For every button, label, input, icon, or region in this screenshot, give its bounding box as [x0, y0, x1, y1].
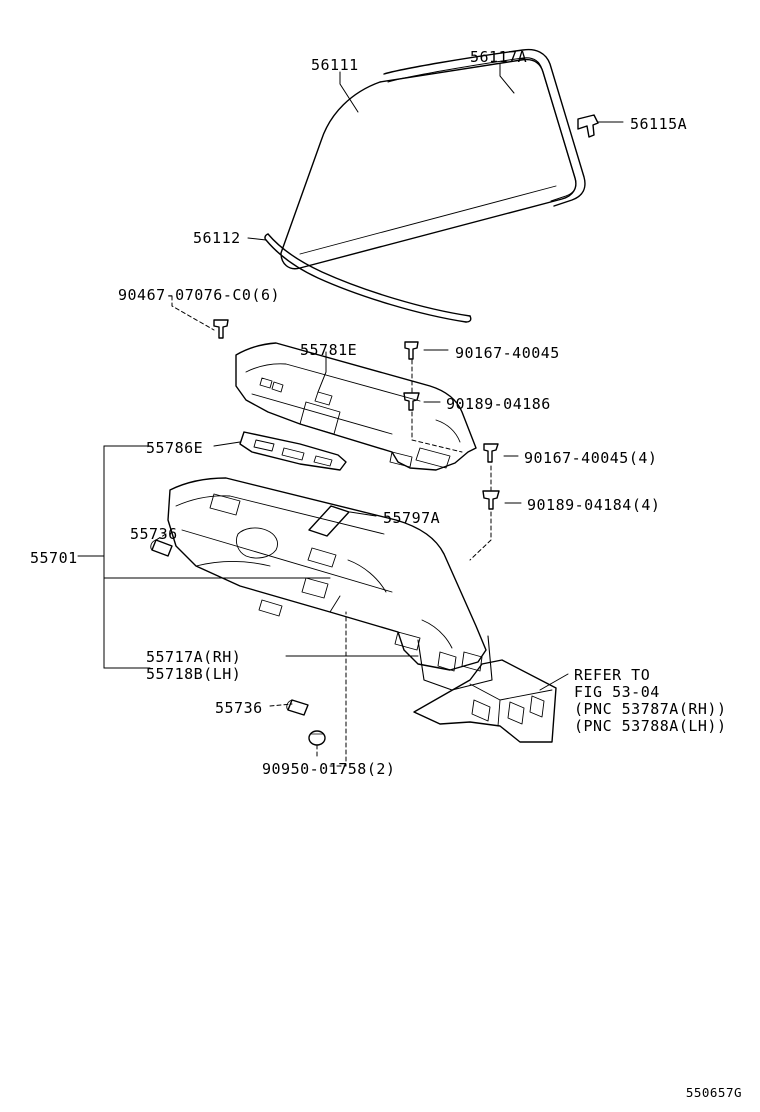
tie-90189-four-down	[470, 512, 491, 560]
label-90167-40045: 90167-40045	[455, 344, 560, 362]
label-90189-04186: 90189-04186	[446, 395, 551, 413]
label-55797A: 55797A	[383, 509, 441, 527]
label-90950-01758-2: 90950-01758(2)	[262, 760, 396, 778]
label-56117A: 56117A	[470, 48, 528, 66]
label-pnc-53788A-lh: (PNC 53788A(LH))	[574, 717, 727, 735]
label-55717A-rh: 55717A(RH)	[146, 648, 242, 666]
label-56111: 56111	[311, 56, 359, 74]
leader-56117A	[500, 64, 514, 93]
leader-55736-lower	[270, 704, 292, 706]
label-55718B-lh: 55718B(LH)	[146, 665, 242, 683]
refer-bracket-shape	[414, 660, 556, 742]
windshield-glass-shape	[281, 60, 576, 269]
cowl-plug-lower-shape	[287, 700, 308, 715]
screw-grommet-90189-four-shape	[483, 491, 499, 509]
label-55736-upper: 55736	[130, 525, 178, 543]
label-56115A: 56115A	[630, 115, 688, 133]
label-55701: 55701	[30, 549, 78, 567]
leader-55786E	[214, 442, 240, 446]
label-56112: 56112	[193, 229, 241, 247]
diagram-footer-code: 550657G	[685, 1085, 742, 1100]
leader-56112	[248, 238, 266, 240]
label-55781E: 55781E	[300, 341, 358, 359]
label-55736-lower: 55736	[215, 699, 263, 717]
windshield-lower-moulding-shape	[265, 234, 471, 322]
label-pnc-53787A-rh: (PNC 53787A(RH))	[574, 700, 727, 718]
screw-90167-four-shape	[484, 444, 498, 462]
label-fig-53-04: FIG 53-04	[574, 683, 660, 701]
screw-90167-upper-shape	[405, 342, 418, 359]
label-90189-04184-4: 90189-04184(4)	[527, 496, 661, 514]
cowl-seal-shape	[309, 506, 349, 536]
leader-90950	[330, 612, 346, 766]
label-90167-40045-4: 90167-40045(4)	[524, 449, 658, 467]
clip-90467-shape	[214, 320, 228, 338]
label-55786E: 55786E	[146, 439, 204, 457]
hole-plug-shape	[309, 731, 325, 745]
label-90467-07076-C0: 90467-07076-C0(6)	[118, 286, 281, 304]
windshield-moulding-clip-shape	[578, 115, 598, 137]
cowl-side-bracket-shape	[240, 432, 346, 470]
label-refer-to: REFER TO	[574, 666, 651, 684]
windshield-upper-moulding-shape	[384, 50, 585, 206]
screw-grommet-90189-upper-shape	[404, 393, 419, 410]
